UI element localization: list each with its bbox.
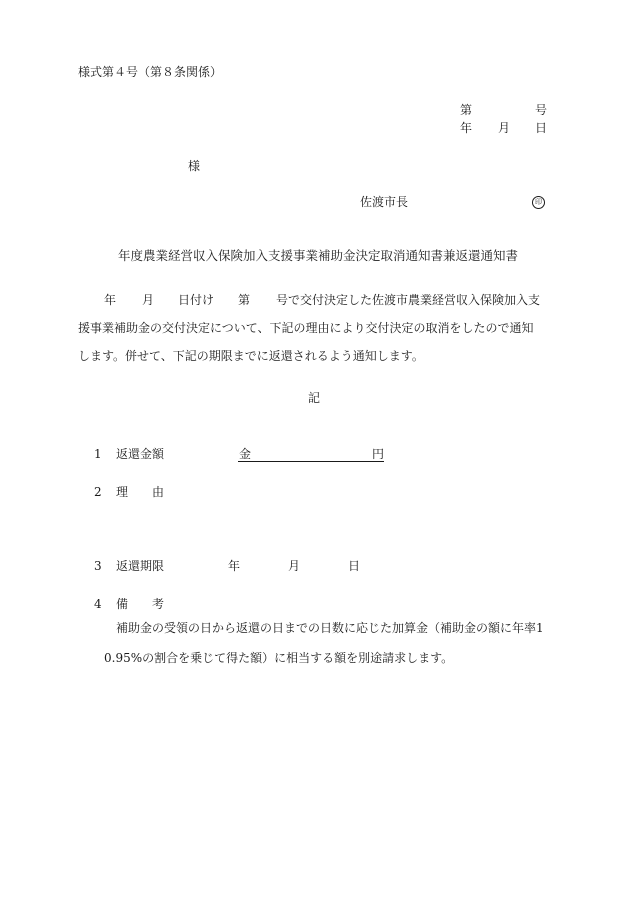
currency-prefix: 金 bbox=[239, 447, 252, 461]
issuer: 佐渡市長 bbox=[360, 195, 409, 209]
number-prefix: 第 bbox=[460, 103, 473, 117]
addressee-suffix: 様 bbox=[188, 159, 201, 173]
currency-suffix: 円 bbox=[372, 447, 385, 461]
item-number: 2 bbox=[94, 485, 102, 499]
amount-blank bbox=[238, 446, 384, 462]
body-line2: 援事業補助金の交付決定について、下記の理由により交付決定の取消をしたので通知 bbox=[78, 321, 534, 335]
item-label-b: 考 bbox=[152, 597, 165, 611]
date-year: 年 bbox=[460, 121, 473, 135]
item-label: 返還金額 bbox=[116, 447, 165, 461]
item-label-a: 理 bbox=[116, 485, 129, 499]
body-dai: 第 bbox=[238, 293, 251, 307]
item-number: 1 bbox=[94, 447, 102, 461]
item-label-a: 備 bbox=[116, 597, 129, 611]
body-dated: 日付け bbox=[178, 293, 215, 307]
body-line3: します。併せて、下記の期限までに返還されるよう通知します。 bbox=[78, 349, 424, 363]
deadline-month: 月 bbox=[288, 559, 301, 573]
number-suffix: 号 bbox=[535, 103, 548, 117]
deadline-year: 年 bbox=[228, 559, 241, 573]
item-number: 3 bbox=[94, 559, 102, 573]
body-year: 年 bbox=[104, 293, 117, 307]
document-title: 年度農業経営収入保険加入支援事業補助金決定取消通知書兼返還通知書 bbox=[118, 248, 519, 263]
body-month: 月 bbox=[142, 293, 155, 307]
seal-mark: 印 bbox=[532, 196, 545, 209]
item-label: 返還期限 bbox=[116, 559, 165, 573]
item-number: 4 bbox=[94, 597, 102, 611]
date-month: 月 bbox=[498, 121, 511, 135]
date-day: 日 bbox=[535, 121, 548, 135]
body-line1-rest: 号で交付決定した佐渡市農業経営収入保険加入支 bbox=[276, 293, 541, 307]
ki-marker: 記 bbox=[308, 391, 321, 405]
remarks-line2: 0.95%の割合を乗じて得た額）に相当する額を別途請求します。 bbox=[104, 651, 454, 665]
deadline-day: 日 bbox=[348, 559, 361, 573]
item-label-b: 由 bbox=[152, 485, 165, 499]
form-label: 様式第４号（第８条関係） bbox=[78, 65, 223, 79]
remarks-line1: 補助金の受領の日から返還の日までの日数に応じた加算金（補助金の額に年率1 bbox=[116, 621, 544, 635]
